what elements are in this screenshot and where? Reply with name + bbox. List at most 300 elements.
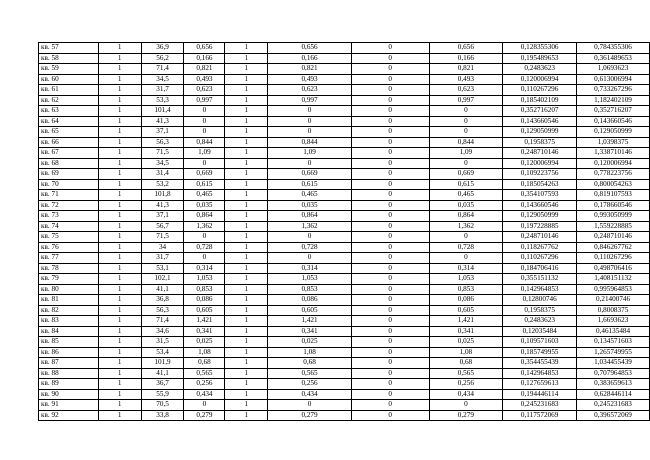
cell-total: 0,784355306 [577, 43, 650, 54]
cell-value-b: 0,341 [268, 326, 352, 337]
cell-zero: 0 [351, 95, 429, 106]
cell-count: 1 [98, 116, 141, 127]
cell-coef: 1 [225, 200, 268, 211]
cell-area: 33,8 [141, 410, 184, 421]
cell-value-b: 0,821 [268, 64, 352, 75]
cell-area: 71,5 [141, 232, 184, 243]
cell-value-c: 0 [429, 400, 503, 411]
table-row [39, 253, 650, 264]
cell-share: 0,354455439 [503, 358, 577, 369]
cell-count: 1 [98, 64, 141, 75]
cell-count: 1 [98, 295, 141, 306]
cell-value-c: 0,035 [429, 200, 503, 211]
cell-coef: 1 [225, 253, 268, 264]
cell-zero: 0 [351, 358, 429, 369]
cell-count: 1 [98, 53, 141, 64]
cell-area: 36,9 [141, 43, 184, 54]
cell-coef: 1 [225, 274, 268, 285]
cell-value-b: 0 [268, 400, 352, 411]
cell-value-c: 0,434 [429, 389, 503, 400]
cell-value-b: 0,035 [268, 200, 352, 211]
table-row [39, 337, 650, 348]
table-row [39, 284, 650, 295]
cell-coef: 1 [225, 137, 268, 148]
table-row [39, 295, 650, 306]
cell-total: 0,819107593 [577, 190, 650, 201]
cell-share: 0,128355306 [503, 43, 577, 54]
cell-value-a: 0,853 [184, 284, 225, 295]
cell-apartment: кв. 74 [39, 221, 99, 232]
cell-zero: 0 [351, 337, 429, 348]
cell-count: 1 [98, 169, 141, 180]
cell-value-c: 0,341 [429, 326, 503, 337]
cell-total: 0,143660546 [577, 116, 650, 127]
cell-coef: 1 [225, 337, 268, 348]
cell-zero: 0 [351, 179, 429, 190]
cell-zero: 0 [351, 295, 429, 306]
table-row [39, 116, 650, 127]
cell-total: 0,120006994 [577, 158, 650, 169]
cell-apartment: кв. 77 [39, 253, 99, 264]
cell-total: 0,396572069 [577, 410, 650, 421]
cell-total: 0,707964853 [577, 368, 650, 379]
cell-zero: 0 [351, 253, 429, 264]
cell-value-a: 0,314 [184, 263, 225, 274]
cell-area: 71,4 [141, 316, 184, 327]
cell-area: 101,4 [141, 106, 184, 117]
cell-zero: 0 [351, 211, 429, 222]
cell-count: 1 [98, 242, 141, 253]
cell-value-c: 0,615 [429, 179, 503, 190]
cell-apartment: кв. 85 [39, 337, 99, 348]
cell-area: 34,6 [141, 326, 184, 337]
cell-share: 0,110267296 [503, 253, 577, 264]
cell-value-b: 0,623 [268, 85, 352, 96]
cell-share: 0,2483623 [503, 64, 577, 75]
cell-count: 1 [98, 368, 141, 379]
cell-value-c: 0,166 [429, 53, 503, 64]
table-row [39, 85, 650, 96]
cell-share: 0,354107593 [503, 190, 577, 201]
table-row [39, 137, 650, 148]
cell-total: 0,8008375 [577, 305, 650, 316]
cell-area: 36,8 [141, 295, 184, 306]
table-row [39, 410, 650, 421]
cell-area: 56,3 [141, 137, 184, 148]
cell-apartment: кв. 76 [39, 242, 99, 253]
cell-apartment: кв. 63 [39, 106, 99, 117]
cell-apartment: кв. 90 [39, 389, 99, 400]
table-row [39, 200, 650, 211]
cell-share: 0,142964853 [503, 368, 577, 379]
cell-area: 31,7 [141, 85, 184, 96]
cell-value-b: 0 [268, 253, 352, 264]
cell-apartment: кв. 82 [39, 305, 99, 316]
table-row [39, 106, 650, 117]
cell-value-a: 0,997 [184, 95, 225, 106]
cell-apartment: кв. 75 [39, 232, 99, 243]
cell-apartment: кв. 92 [39, 410, 99, 421]
cell-count: 1 [98, 410, 141, 421]
table-row [39, 263, 650, 274]
cell-share: 0,2483623 [503, 316, 577, 327]
cell-zero: 0 [351, 85, 429, 96]
cell-total: 0,846267762 [577, 242, 650, 253]
cell-share: 0,197228885 [503, 221, 577, 232]
cell-apartment: кв. 73 [39, 211, 99, 222]
cell-apartment: кв. 80 [39, 284, 99, 295]
cell-value-b: 0,314 [268, 263, 352, 274]
cell-zero: 0 [351, 106, 429, 117]
cell-apartment: кв. 70 [39, 179, 99, 190]
cell-total: 0,361489653 [577, 53, 650, 64]
cell-value-a: 0,025 [184, 337, 225, 348]
cell-value-b: 0,997 [268, 95, 352, 106]
cell-value-c: 0,493 [429, 74, 503, 85]
cell-value-a: 0,844 [184, 137, 225, 148]
cell-count: 1 [98, 253, 141, 264]
cell-value-b: 1,421 [268, 316, 352, 327]
cell-count: 1 [98, 221, 141, 232]
cell-total: 1,6693623 [577, 316, 650, 327]
cell-apartment: кв. 65 [39, 127, 99, 138]
cell-value-b: 0,434 [268, 389, 352, 400]
cell-value-a: 0,166 [184, 53, 225, 64]
cell-value-a: 1,09 [184, 148, 225, 159]
cell-area: 55,9 [141, 389, 184, 400]
cell-value-c: 1,362 [429, 221, 503, 232]
cell-share: 0,143660546 [503, 116, 577, 127]
cell-value-c: 0,997 [429, 95, 503, 106]
cell-area: 70,5 [141, 400, 184, 411]
cell-zero: 0 [351, 232, 429, 243]
cell-count: 1 [98, 316, 141, 327]
cell-area: 56,2 [141, 53, 184, 64]
cell-value-c: 0,656 [429, 43, 503, 54]
cell-zero: 0 [351, 274, 429, 285]
cell-value-a: 1,362 [184, 221, 225, 232]
cell-apartment: кв. 84 [39, 326, 99, 337]
cell-share: 0,355151132 [503, 274, 577, 285]
cell-value-b: 0,844 [268, 137, 352, 148]
cell-count: 1 [98, 127, 141, 138]
cell-area: 37,1 [141, 127, 184, 138]
cell-coef: 1 [225, 295, 268, 306]
cell-coef: 1 [225, 85, 268, 96]
cell-zero: 0 [351, 148, 429, 159]
cell-zero: 0 [351, 64, 429, 75]
table-row [39, 389, 650, 400]
cell-total: 1,034455439 [577, 358, 650, 369]
cell-share: 0,120006994 [503, 74, 577, 85]
cell-area: 53,3 [141, 95, 184, 106]
table-row [39, 179, 650, 190]
cell-count: 1 [98, 106, 141, 117]
cell-coef: 1 [225, 43, 268, 54]
cell-coef: 1 [225, 379, 268, 390]
cell-zero: 0 [351, 326, 429, 337]
cell-share: 0,185402109 [503, 95, 577, 106]
cell-zero: 0 [351, 74, 429, 85]
cell-count: 1 [98, 326, 141, 337]
cell-share: 0,185749955 [503, 347, 577, 358]
cell-apartment: кв. 72 [39, 200, 99, 211]
table-row [39, 400, 650, 411]
cell-area: 71,5 [141, 148, 184, 159]
cell-value-b: 0,465 [268, 190, 352, 201]
cell-value-b: 0,256 [268, 379, 352, 390]
cell-value-b: 0,656 [268, 43, 352, 54]
cell-count: 1 [98, 85, 141, 96]
cell-apartment: кв. 64 [39, 116, 99, 127]
cell-coef: 1 [225, 326, 268, 337]
cell-area: 53,1 [141, 263, 184, 274]
cell-value-a: 0 [184, 253, 225, 264]
cell-total: 0,613006994 [577, 74, 650, 85]
cell-value-a: 0 [184, 106, 225, 117]
cell-value-c: 0,086 [429, 295, 503, 306]
table-row [39, 169, 650, 180]
cell-value-a: 0,434 [184, 389, 225, 400]
cell-value-a: 0,656 [184, 43, 225, 54]
cell-coef: 1 [225, 74, 268, 85]
cell-total: 0,110267296 [577, 253, 650, 264]
cell-value-c: 0,669 [429, 169, 503, 180]
cell-value-a: 0,605 [184, 305, 225, 316]
cell-value-b: 1,08 [268, 347, 352, 358]
cell-count: 1 [98, 190, 141, 201]
cell-area: 102,1 [141, 274, 184, 285]
cell-apartment: кв. 61 [39, 85, 99, 96]
cell-value-b: 0 [268, 158, 352, 169]
table-row [39, 232, 650, 243]
cell-value-b: 0,605 [268, 305, 352, 316]
cell-count: 1 [98, 274, 141, 285]
cell-total: 0,21400746 [577, 295, 650, 306]
cell-value-a: 1,053 [184, 274, 225, 285]
cell-apartment: кв. 59 [39, 64, 99, 75]
table-row [39, 326, 650, 337]
cell-value-a: 0,035 [184, 200, 225, 211]
cell-coef: 1 [225, 95, 268, 106]
table-row [39, 148, 650, 159]
cell-share: 0,110267296 [503, 85, 577, 96]
cell-apartment: кв. 68 [39, 158, 99, 169]
cell-value-c: 0,605 [429, 305, 503, 316]
cell-zero: 0 [351, 116, 429, 127]
cell-value-c: 1,053 [429, 274, 503, 285]
cell-total: 1,0693623 [577, 64, 650, 75]
cell-count: 1 [98, 284, 141, 295]
cell-value-b: 0,493 [268, 74, 352, 85]
cell-coef: 1 [225, 221, 268, 232]
cell-count: 1 [98, 379, 141, 390]
cell-zero: 0 [351, 368, 429, 379]
cell-share: 0,117572069 [503, 410, 577, 421]
cell-value-c: 0,465 [429, 190, 503, 201]
cell-zero: 0 [351, 53, 429, 64]
cell-area: 41,1 [141, 368, 184, 379]
cell-zero: 0 [351, 127, 429, 138]
cell-value-b: 0,728 [268, 242, 352, 253]
cell-value-a: 0,256 [184, 379, 225, 390]
cell-value-a: 0 [184, 116, 225, 127]
cell-value-b: 0 [268, 116, 352, 127]
cell-value-c: 0 [429, 253, 503, 264]
cell-total: 0,245231683 [577, 400, 650, 411]
table-row [39, 274, 650, 285]
cell-area: 101,8 [141, 190, 184, 201]
cell-count: 1 [98, 263, 141, 274]
table-row [39, 242, 650, 253]
cell-value-a: 0,615 [184, 179, 225, 190]
cell-zero: 0 [351, 389, 429, 400]
cell-value-c: 0,279 [429, 410, 503, 421]
cell-share: 0,184706416 [503, 263, 577, 274]
cell-count: 1 [98, 400, 141, 411]
cell-total: 1,265749955 [577, 347, 650, 358]
cell-apartment: кв. 69 [39, 169, 99, 180]
cell-apartment: кв. 89 [39, 379, 99, 390]
cell-total: 0,993050999 [577, 211, 650, 222]
cell-area: 41,3 [141, 200, 184, 211]
cell-share: 0,1958375 [503, 305, 577, 316]
cell-total: 0,352716207 [577, 106, 650, 117]
table-row [39, 190, 650, 201]
cell-coef: 1 [225, 211, 268, 222]
cell-share: 0,127659613 [503, 379, 577, 390]
table-body [39, 43, 650, 421]
cell-area: 31,4 [141, 169, 184, 180]
cell-value-a: 0,465 [184, 190, 225, 201]
cell-total: 0,383659613 [577, 379, 650, 390]
cell-zero: 0 [351, 410, 429, 421]
cell-count: 1 [98, 347, 141, 358]
cell-value-c: 0,256 [429, 379, 503, 390]
cell-value-c: 0,314 [429, 263, 503, 274]
cell-zero: 0 [351, 379, 429, 390]
cell-zero: 0 [351, 316, 429, 327]
cell-coef: 1 [225, 158, 268, 169]
cell-apartment: кв. 66 [39, 137, 99, 148]
cell-total: 0,46135484 [577, 326, 650, 337]
cell-total: 1,0398375 [577, 137, 650, 148]
cell-count: 1 [98, 43, 141, 54]
table-row [39, 127, 650, 138]
cell-value-b: 0,68 [268, 358, 352, 369]
cell-value-c: 1,09 [429, 148, 503, 159]
cell-value-b: 0,615 [268, 179, 352, 190]
cell-zero: 0 [351, 169, 429, 180]
cell-coef: 1 [225, 410, 268, 421]
cell-value-b: 0,565 [268, 368, 352, 379]
cell-share: 0,352716207 [503, 106, 577, 117]
cell-value-a: 0 [184, 400, 225, 411]
cell-zero: 0 [351, 43, 429, 54]
cell-share: 0,118267762 [503, 242, 577, 253]
cell-value-b: 0 [268, 232, 352, 243]
cell-share: 0,1958375 [503, 137, 577, 148]
cell-value-a: 0,669 [184, 169, 225, 180]
cell-share: 0,12800746 [503, 295, 577, 306]
cell-value-b: 0,025 [268, 337, 352, 348]
cell-share: 0,195489653 [503, 53, 577, 64]
cell-value-a: 0,341 [184, 326, 225, 337]
cell-share: 0,248710146 [503, 232, 577, 243]
cell-value-c: 1,08 [429, 347, 503, 358]
cell-value-a: 0,68 [184, 358, 225, 369]
table-row [39, 305, 650, 316]
cell-coef: 1 [225, 368, 268, 379]
cell-total: 1,559228885 [577, 221, 650, 232]
cell-coef: 1 [225, 127, 268, 138]
cell-area: 41,3 [141, 116, 184, 127]
cell-count: 1 [98, 95, 141, 106]
cell-value-c: 0,853 [429, 284, 503, 295]
cell-total: 0,733267296 [577, 85, 650, 96]
table-row [39, 95, 650, 106]
cell-value-c: 0,821 [429, 64, 503, 75]
cell-coef: 1 [225, 64, 268, 75]
cell-value-c: 0 [429, 127, 503, 138]
cell-value-c: 0,68 [429, 358, 503, 369]
cell-count: 1 [98, 389, 141, 400]
table-row [39, 221, 650, 232]
cell-area: 71,4 [141, 64, 184, 75]
table-row [39, 368, 650, 379]
cell-value-a: 1,08 [184, 347, 225, 358]
cell-area: 101,9 [141, 358, 184, 369]
cell-share: 0,245231683 [503, 400, 577, 411]
cell-count: 1 [98, 179, 141, 190]
apartment-table [38, 42, 650, 421]
table-row [39, 316, 650, 327]
cell-coef: 1 [225, 305, 268, 316]
cell-total: 1,182402109 [577, 95, 650, 106]
cell-value-c: 0,844 [429, 137, 503, 148]
cell-value-b: 0,086 [268, 295, 352, 306]
cell-apartment: кв. 57 [39, 43, 99, 54]
cell-value-b: 0,853 [268, 284, 352, 295]
cell-apartment: кв. 60 [39, 74, 99, 85]
cell-share: 0,129050999 [503, 127, 577, 138]
cell-zero: 0 [351, 200, 429, 211]
cell-total: 0,248710146 [577, 232, 650, 243]
cell-coef: 1 [225, 190, 268, 201]
cell-coef: 1 [225, 106, 268, 117]
cell-total: 0,178660546 [577, 200, 650, 211]
cell-area: 37,1 [141, 211, 184, 222]
table-row [39, 158, 650, 169]
cell-share: 0,120006994 [503, 158, 577, 169]
cell-share: 0,142964853 [503, 284, 577, 295]
cell-area: 34,5 [141, 158, 184, 169]
cell-value-c: 0 [429, 116, 503, 127]
cell-total: 0,129050999 [577, 127, 650, 138]
cell-value-c: 0,025 [429, 337, 503, 348]
cell-value-c: 1,421 [429, 316, 503, 327]
cell-coef: 1 [225, 389, 268, 400]
cell-value-b: 0 [268, 127, 352, 138]
cell-value-c: 0,728 [429, 242, 503, 253]
cell-total: 0,778223756 [577, 169, 650, 180]
cell-share: 0,129050999 [503, 211, 577, 222]
table-row [39, 347, 650, 358]
table-row [39, 358, 650, 369]
cell-value-a: 0,623 [184, 85, 225, 96]
cell-area: 34,5 [141, 74, 184, 85]
cell-value-c: 0,864 [429, 211, 503, 222]
